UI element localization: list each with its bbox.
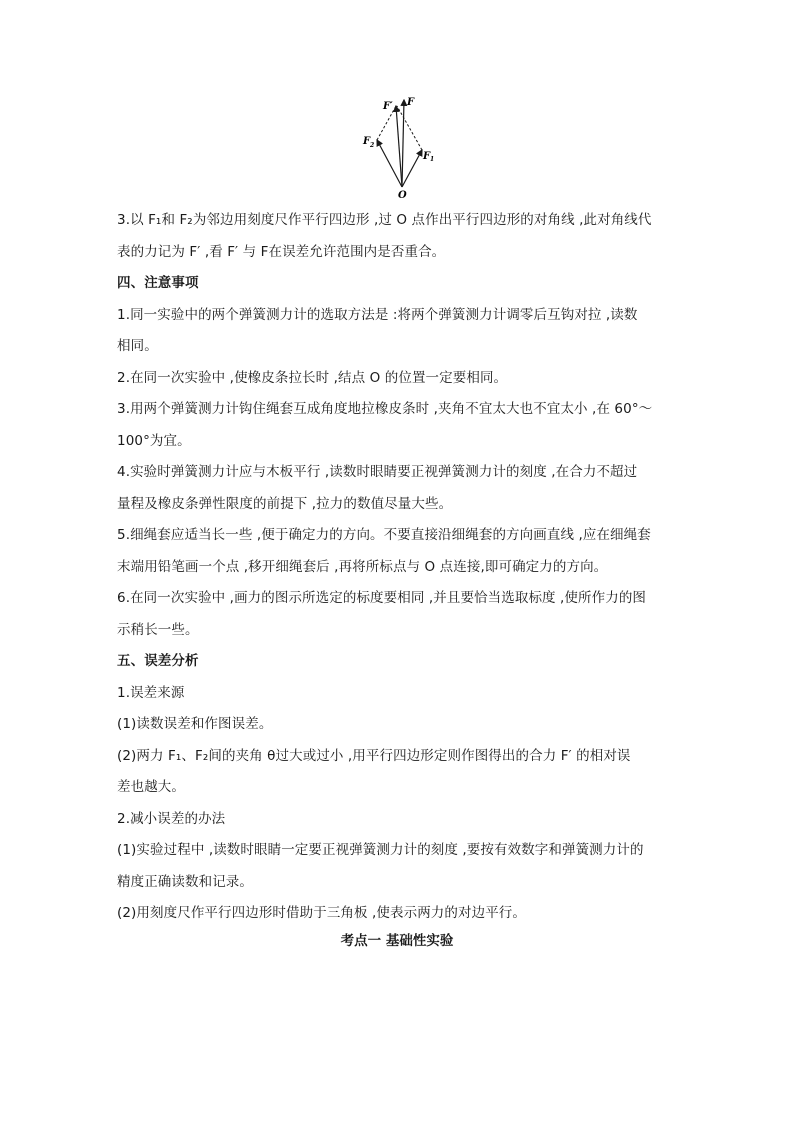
paragraph-line: 3.以 F₁和 F₂为邻边用刻度尺作平行四边形 ,过 O 点作出平行四边形的对角线 ,此对角线代: [117, 212, 652, 228]
paragraph-line: 5.细绳套应适当长一些 ,便于确定力的方向。不要直接沿细绳套的方向画直线 ,应在细绳套: [117, 527, 651, 543]
force-parallelogram-diagram: [350, 90, 450, 202]
paragraph-line: 6.在同一次实验中 ,画力的图示所选定的标度要相同 ,并且要恰当选取标度 ,使所作力的图: [117, 590, 647, 606]
paragraph-line: 1.误差来源: [117, 684, 185, 701]
section-title: 考点一 基础性实验: [340, 933, 454, 949]
paragraph-line: 2.减小误差的办法: [117, 810, 226, 827]
paragraph-line: 精度正确读数和记录。: [117, 873, 253, 890]
label-f1-sub: 1: [430, 156, 435, 163]
paragraph-line: (1)实验过程中 ,读数时眼睛一定要正视弹簧测力计的刻度 ,要按有效数字和弹簧测力计的: [117, 842, 644, 858]
paragraph-line: 3.用两个弹簧测力计钩住绳套互成角度地拉橡皮条时 ,夹角不宜太大也不宜太小 ,在 60°～: [117, 401, 653, 417]
force-f-prime-arrow: [396, 106, 402, 187]
paragraph-line: 表的力记为 F′ ,看 F′ 与 F在误差允许范围内是否重合。: [117, 243, 446, 260]
paragraph-line: 2.在同一次实验中 ,使橡皮条拉长时 ,结点 O 的位置一定要相同。: [117, 369, 508, 386]
paragraph-line: 量程及橡皮条弹性限度的前提下 ,拉力的数值尽量大些。: [117, 495, 453, 512]
section-heading: 五、误差分析: [117, 653, 199, 669]
document-body: [117, 205, 677, 930]
paragraph-line: 末端用铅笔画一个点 ,移开细绳套后 ,再将所标点与 O 点连接,即可确定力的方向。: [117, 558, 608, 575]
force-f2-arrow: [377, 140, 402, 187]
paragraph-line: (1)读数误差和作图误差。: [117, 716, 273, 732]
label-f: F: [407, 97, 415, 108]
label-f1: F: [423, 151, 431, 162]
paragraph-line: 100°为宜。: [117, 432, 191, 449]
paragraph-line: 1.同一实验中的两个弹簧测力计的选取方法是 :将两个弹簧测力计调零后互钩对拉 ,读数: [117, 306, 638, 323]
force-f1-arrow: [402, 150, 422, 187]
paragraph-line: 示稍长一些。: [117, 621, 199, 638]
force-f-arrow: [402, 100, 404, 187]
paragraph-line: 4.实验时弹簧测力计应与木板平行 ,读数时眼睛要正视弹簧测力计的刻度 ,在合力不超过: [117, 464, 638, 480]
paragraph-line: 相同。: [117, 338, 158, 354]
paragraph-line: 差也越大。: [117, 779, 185, 795]
paragraph-line: (2)用刻度尺作平行四边形时借助于三角板 ,使表示两力的对边平行。: [117, 905, 527, 921]
label-f-prime: F′: [383, 101, 393, 112]
label-f2-sub: 2: [370, 142, 375, 149]
paragraph-line: (2)两力 F₁、F₂间的夹角 θ过大或过小 ,用平行四边形定则作图得出的合力 F′ 的相对误: [117, 747, 631, 764]
dashed-side-f1: [397, 106, 422, 150]
section-heading: 四、注意事项: [117, 275, 199, 291]
label-f2: F: [363, 136, 371, 147]
label-origin: O: [398, 190, 407, 201]
